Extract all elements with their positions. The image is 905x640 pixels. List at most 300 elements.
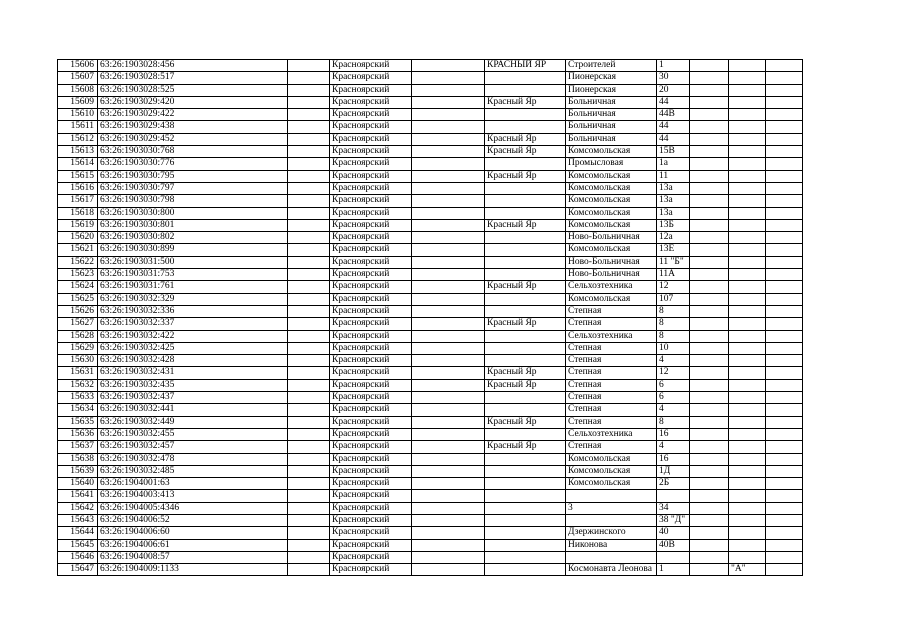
cell-street: Степная [566,404,657,416]
cell-street: Никонова [566,539,657,551]
cell-col-empty-a [288,158,330,170]
table-row [58,551,803,563]
cell-house-number: 11А [657,269,690,281]
cell-col-empty-b [412,330,485,342]
cell-col-empty-a [288,195,330,207]
cell-building-letter [729,133,766,145]
cell-col-empty-a [288,256,330,268]
cell-col-empty-d [766,330,803,342]
cell-col-empty-a [288,232,330,244]
cell-street: Комсомольская [566,478,657,490]
cell-col-empty-a [288,416,330,428]
cell-col-empty-a [288,60,330,72]
cell-house-number: 107 [657,293,690,305]
cell-row-number: 15643 [58,514,98,526]
cell-col-empty-a [288,502,330,514]
cell-col-empty-c [690,232,729,244]
cell-col-empty-c [690,539,729,551]
cell-locality [485,195,566,207]
cell-house-number: 1Д [657,465,690,477]
cell-locality [485,551,566,563]
cell-district: Красноярский [330,232,412,244]
cell-house-number: 16 [657,428,690,440]
table-row [58,539,803,551]
cell-col-empty-b [412,342,485,354]
table-row [58,219,803,231]
cell-locality: Красный Яр [485,281,566,293]
cell-col-empty-c [690,490,729,502]
cell-col-empty-d [766,269,803,281]
cell-row-number: 15611 [58,121,98,133]
cell-locality: Красный Яр [485,367,566,379]
cell-street: Комсомольская [566,293,657,305]
cell-col-empty-c [690,72,729,84]
cell-building-letter [729,404,766,416]
cell-col-empty-c [690,305,729,317]
cell-col-empty-d [766,281,803,293]
cell-cadastral-number: 63:26:1903032:337 [98,318,288,330]
cell-row-number: 15631 [58,367,98,379]
cell-locality [485,232,566,244]
cell-row-number: 15627 [58,318,98,330]
cell-col-empty-c [690,121,729,133]
table-row [58,564,803,576]
cell-locality: Красный Яр [485,170,566,182]
cell-col-empty-b [412,305,485,317]
cell-col-empty-b [412,514,485,526]
table-body [58,60,803,576]
cell-house-number: 13а [657,182,690,194]
cell-district: Красноярский [330,170,412,182]
cell-street: Комсомольская [566,146,657,158]
cell-street: Комсомольская [566,207,657,219]
cell-house-number: 4 [657,355,690,367]
cell-cadastral-number: 63:26:1903032:441 [98,404,288,416]
cell-col-empty-b [412,293,485,305]
cell-building-letter: "А" [729,564,766,576]
cell-col-empty-d [766,514,803,526]
cell-col-empty-c [690,84,729,96]
cell-row-number: 15641 [58,490,98,502]
cell-row-number: 15647 [58,564,98,576]
cell-house-number: 8 [657,416,690,428]
cell-building-letter [729,256,766,268]
cell-house-number: 34 [657,502,690,514]
cell-col-empty-a [288,367,330,379]
cell-col-empty-b [412,133,485,145]
cell-building-letter [729,244,766,256]
cell-col-empty-b [412,318,485,330]
cell-locality: КРАСНЫЙ ЯР [485,60,566,72]
cell-col-empty-c [690,502,729,514]
cell-street: Комсомольская [566,465,657,477]
cell-house-number: 8 [657,305,690,317]
cell-street [566,490,657,502]
cell-house-number: 1 [657,564,690,576]
cell-col-empty-b [412,404,485,416]
cell-col-empty-a [288,84,330,96]
cell-house-number: 44В [657,109,690,121]
table-row [58,84,803,96]
cell-cadastral-number: 63:26:1903030:800 [98,207,288,219]
cell-col-empty-b [412,244,485,256]
cell-district: Красноярский [330,281,412,293]
cell-cadastral-number: 63:26:1903032:437 [98,392,288,404]
cell-row-number: 15640 [58,478,98,490]
cell-cadastral-number: 63:26:1903028:456 [98,60,288,72]
cell-building-letter [729,96,766,108]
cell-house-number: 6 [657,379,690,391]
cell-col-empty-b [412,281,485,293]
cell-row-number: 15634 [58,404,98,416]
cell-district: Красноярский [330,182,412,194]
cell-house-number [657,551,690,563]
cell-cadastral-number: 63:26:1903032:422 [98,330,288,342]
cell-district: Красноярский [330,96,412,108]
cell-cadastral-number: 63:26:1904005:4346 [98,502,288,514]
cell-col-empty-c [690,182,729,194]
table-row [58,318,803,330]
cell-col-empty-b [412,527,485,539]
table-row [58,109,803,121]
cell-col-empty-a [288,441,330,453]
cell-col-empty-b [412,465,485,477]
cell-cadastral-number: 63:26:1904008:57 [98,551,288,563]
table-row [58,490,803,502]
cell-street: Ново-Больничная [566,269,657,281]
table-row [58,379,803,391]
cell-col-empty-a [288,527,330,539]
cell-cadastral-number: 63:26:1903029:422 [98,109,288,121]
cell-col-empty-a [288,305,330,317]
cell-locality: Красный Яр [485,133,566,145]
cell-building-letter [729,539,766,551]
table-row [58,330,803,342]
cell-locality [485,453,566,465]
cell-row-number: 15638 [58,453,98,465]
cell-row-number: 15645 [58,539,98,551]
cell-row-number: 15642 [58,502,98,514]
cell-row-number: 15622 [58,256,98,268]
cell-house-number: 40В [657,539,690,551]
cell-col-empty-a [288,269,330,281]
table-row [58,441,803,453]
cell-col-empty-b [412,121,485,133]
cell-house-number: 13Е [657,244,690,256]
cell-row-number: 15618 [58,207,98,219]
cell-col-empty-d [766,379,803,391]
cell-col-empty-b [412,219,485,231]
cell-building-letter [729,379,766,391]
cell-district: Красноярский [330,72,412,84]
cell-col-empty-a [288,355,330,367]
table-row [58,527,803,539]
cell-col-empty-a [288,96,330,108]
cell-row-number: 15635 [58,416,98,428]
cell-street: 3 [566,502,657,514]
cell-cadastral-number: 63:26:1904006:61 [98,539,288,551]
cell-locality [485,330,566,342]
records-table [57,59,803,576]
cell-district: Красноярский [330,416,412,428]
cell-cadastral-number: 63:26:1903028:525 [98,84,288,96]
cell-district: Красноярский [330,502,412,514]
cell-locality [485,465,566,477]
cell-street: Ново-Больничная [566,256,657,268]
cell-district: Красноярский [330,355,412,367]
cell-locality [485,502,566,514]
cell-house-number: 8 [657,318,690,330]
cell-street: Больничная [566,121,657,133]
cell-building-letter [729,121,766,133]
cell-col-empty-c [690,146,729,158]
cell-house-number: 10 [657,342,690,354]
cell-col-empty-c [690,158,729,170]
cell-col-empty-b [412,207,485,219]
cell-row-number: 15606 [58,60,98,72]
cell-col-empty-a [288,330,330,342]
cell-district: Красноярский [330,133,412,145]
cell-street: Больничная [566,109,657,121]
cell-col-empty-c [690,564,729,576]
cell-col-empty-b [412,158,485,170]
cell-locality [485,342,566,354]
cell-col-empty-a [288,551,330,563]
cell-district: Красноярский [330,121,412,133]
cell-col-empty-c [690,367,729,379]
cell-col-empty-a [288,244,330,256]
cell-col-empty-a [288,318,330,330]
cell-col-empty-d [766,109,803,121]
cell-row-number: 15608 [58,84,98,96]
cell-col-empty-b [412,416,485,428]
cell-col-empty-b [412,109,485,121]
cell-locality [485,84,566,96]
cell-col-empty-a [288,428,330,440]
table-row [58,428,803,440]
cell-locality [485,269,566,281]
cell-locality [485,158,566,170]
cell-district: Красноярский [330,551,412,563]
cell-house-number: 38 "Д" [657,514,690,526]
cell-building-letter [729,441,766,453]
cell-row-number: 15619 [58,219,98,231]
cell-district: Красноярский [330,367,412,379]
cell-house-number: 44 [657,121,690,133]
cell-col-empty-b [412,269,485,281]
cell-col-empty-c [690,133,729,145]
table-row [58,207,803,219]
table-row [58,256,803,268]
cell-row-number: 15639 [58,465,98,477]
cell-building-letter [729,219,766,231]
cell-street: Комсомольская [566,195,657,207]
cell-building-letter [729,330,766,342]
cell-col-empty-c [690,244,729,256]
cell-district: Красноярский [330,84,412,96]
cell-house-number: 16 [657,453,690,465]
cell-col-empty-b [412,232,485,244]
table-row [58,72,803,84]
cell-col-empty-c [690,195,729,207]
cell-col-empty-c [690,109,729,121]
cell-building-letter [729,551,766,563]
cell-house-number: 1 [657,60,690,72]
cell-col-empty-c [690,453,729,465]
cell-house-number: 13а [657,207,690,219]
table-row [58,305,803,317]
cell-col-empty-a [288,453,330,465]
cell-col-empty-c [690,478,729,490]
cell-cadastral-number: 63:26:1904009:1133 [98,564,288,576]
cell-building-letter [729,465,766,477]
cell-col-empty-d [766,195,803,207]
cell-district: Красноярский [330,490,412,502]
cell-street: Промысловая [566,158,657,170]
cell-building-letter [729,109,766,121]
cell-street: Сельхозтехника [566,330,657,342]
cell-district: Красноярский [330,428,412,440]
cell-house-number: 6 [657,392,690,404]
cell-locality [485,256,566,268]
cell-cadastral-number: 63:26:1903032:455 [98,428,288,440]
cell-col-empty-d [766,355,803,367]
cell-cadastral-number: 63:26:1904001:63 [98,478,288,490]
cell-cadastral-number: 63:26:1903032:457 [98,441,288,453]
table-row [58,355,803,367]
cell-street: Дзержинского [566,527,657,539]
cell-col-empty-b [412,539,485,551]
cell-row-number: 15632 [58,379,98,391]
cell-col-empty-d [766,158,803,170]
table-row [58,121,803,133]
cell-col-empty-d [766,305,803,317]
cell-row-number: 15630 [58,355,98,367]
cell-district: Красноярский [330,219,412,231]
cell-cadastral-number: 63:26:1903030:797 [98,182,288,194]
table-row [58,478,803,490]
cell-locality [485,121,566,133]
cell-house-number: 44 [657,133,690,145]
cell-cadastral-number: 63:26:1903030:798 [98,195,288,207]
cell-col-empty-b [412,502,485,514]
cell-district: Красноярский [330,60,412,72]
table-row [58,96,803,108]
cell-col-empty-d [766,72,803,84]
cell-house-number: 20 [657,84,690,96]
cell-house-number: 15В [657,146,690,158]
cell-district: Красноярский [330,465,412,477]
cell-district: Красноярский [330,305,412,317]
cell-street: Степная [566,342,657,354]
cell-col-empty-b [412,72,485,84]
table-row [58,416,803,428]
cell-col-empty-d [766,453,803,465]
cell-cadastral-number: 63:26:1903028:517 [98,72,288,84]
table-row [58,60,803,72]
cell-col-empty-d [766,564,803,576]
cell-col-empty-d [766,318,803,330]
cell-building-letter [729,293,766,305]
cell-district: Красноярский [330,195,412,207]
cell-col-empty-c [690,269,729,281]
cell-locality [485,305,566,317]
cell-col-empty-b [412,379,485,391]
cell-col-empty-a [288,465,330,477]
cell-col-empty-c [690,281,729,293]
cell-col-empty-b [412,256,485,268]
cell-col-empty-c [690,514,729,526]
cell-cadastral-number: 63:26:1903030:899 [98,244,288,256]
cell-cadastral-number: 63:26:1904003:413 [98,490,288,502]
table-row [58,392,803,404]
cell-district: Красноярский [330,330,412,342]
cell-street: Комсомольская [566,453,657,465]
cell-building-letter [729,428,766,440]
cell-row-number: 15616 [58,182,98,194]
cell-building-letter [729,232,766,244]
cell-locality [485,428,566,440]
cell-col-empty-b [412,355,485,367]
cell-street: Пионерская [566,84,657,96]
cell-col-empty-c [690,219,729,231]
cell-locality: Красный Яр [485,146,566,158]
cell-col-empty-c [690,416,729,428]
cell-col-empty-b [412,367,485,379]
cell-col-empty-b [412,195,485,207]
cell-house-number: 4 [657,404,690,416]
cell-col-empty-a [288,146,330,158]
cell-col-empty-c [690,330,729,342]
cell-row-number: 15620 [58,232,98,244]
cell-house-number: 11 [657,170,690,182]
table-row [58,514,803,526]
table-row [58,146,803,158]
cell-col-empty-a [288,170,330,182]
cell-col-empty-b [412,441,485,453]
cell-cadastral-number: 63:26:1903031:761 [98,281,288,293]
cell-col-empty-b [412,96,485,108]
cell-col-empty-d [766,96,803,108]
cell-house-number: 12 [657,367,690,379]
cell-col-empty-d [766,527,803,539]
cell-col-empty-c [690,96,729,108]
table-row [58,465,803,477]
cell-cadastral-number: 63:26:1903031:500 [98,256,288,268]
cell-locality: Красный Яр [485,441,566,453]
cell-house-number: 1а [657,158,690,170]
cell-col-empty-c [690,465,729,477]
cell-building-letter [729,182,766,194]
table-row [58,404,803,416]
cell-district: Красноярский [330,514,412,526]
cell-cadastral-number: 63:26:1903029:420 [98,96,288,108]
cell-street: Степная [566,392,657,404]
cell-building-letter [729,527,766,539]
table-row [58,293,803,305]
cell-house-number: 12 [657,281,690,293]
cell-street [566,551,657,563]
cell-col-empty-d [766,502,803,514]
cell-street: Пионерская [566,72,657,84]
cell-col-empty-a [288,207,330,219]
cell-col-empty-d [766,170,803,182]
cell-col-empty-a [288,514,330,526]
cell-col-empty-d [766,392,803,404]
cell-street [566,514,657,526]
cell-building-letter [729,84,766,96]
cell-row-number: 15614 [58,158,98,170]
